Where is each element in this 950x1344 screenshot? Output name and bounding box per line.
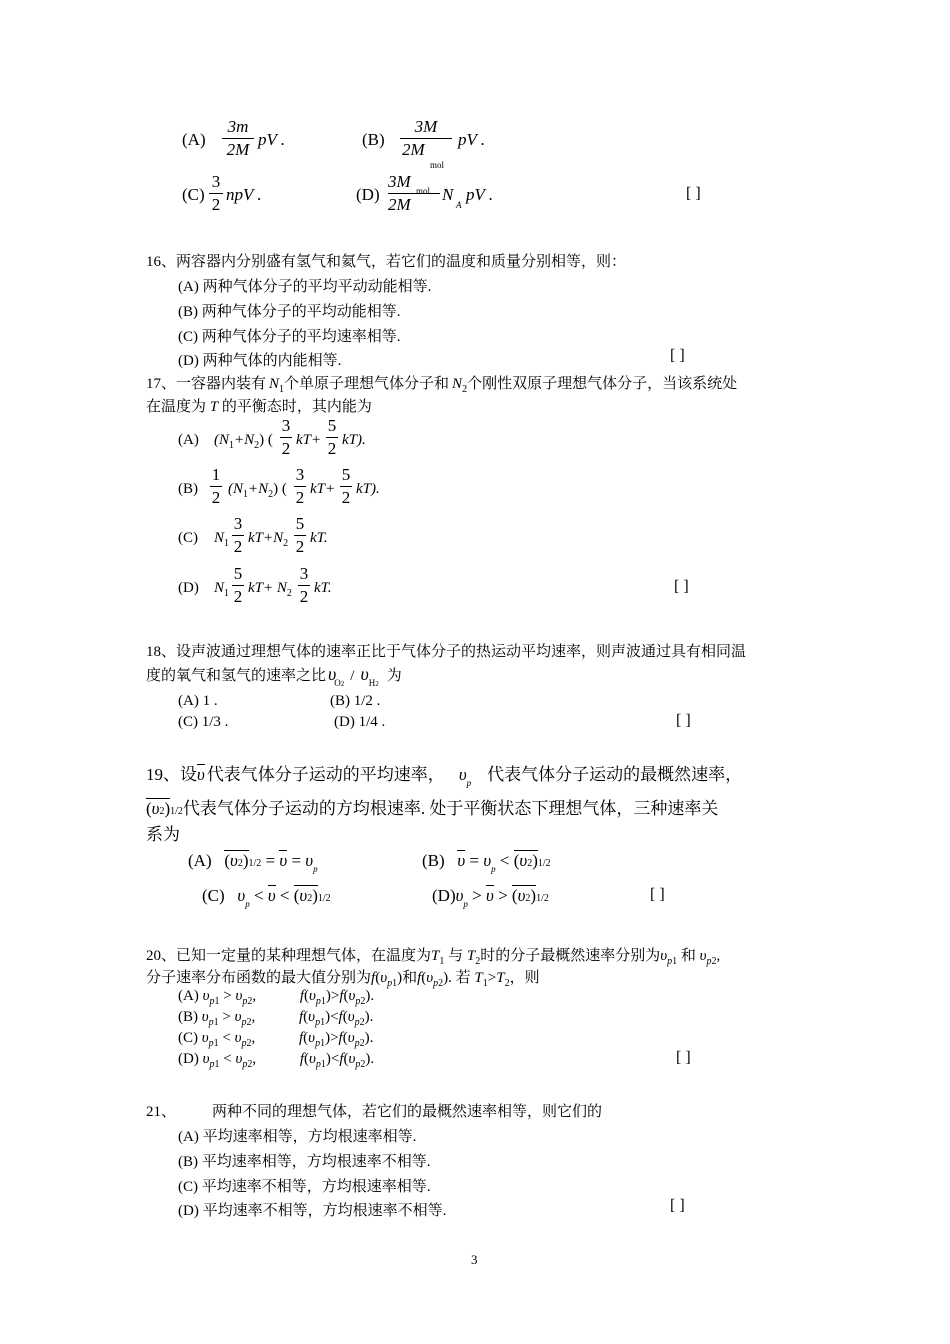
option-b: (B) $\upsilon = \upsilon_p < (\upsilon 2)1/2$ <box>422 851 551 874</box>
option-a: (A) $(\upsilon 2)1/2 = \upsilon = \upsilon_p$ <box>188 851 318 874</box>
answer-bracket[interactable]: [ ] <box>676 1049 691 1066</box>
option-a: (A) $\upsilon_{p1} > \upsilon_{p2}$, $f(\upsilon_{p1})>f(\upsilon_{p2})$. <box>178 988 375 1007</box>
question-stem: 18、设声波通过理想气体的速率正比于气体分子的热运动平均速率，则声波通过具有相同温 <box>146 644 747 660</box>
answer-bracket[interactable]: [ ] <box>670 1197 685 1214</box>
option-b: (B) $\upsilon_{p1} > \upsilon_{p2}$, $f(\upsilon_{p1})<f(\upsilon_{p2})$. <box>178 1009 374 1028</box>
question-number: 21、 <box>146 1104 177 1120</box>
option-c: (C) $\upsilon_{p1} < \upsilon_{p2}$, $f(\upsilon_{p1})>f(\upsilon_{p2})$. <box>178 1030 374 1049</box>
option-d: (D) 平均速率不相等，方均根速率不相等. <box>178 1203 447 1219</box>
question-stem-line2: 在温度为 T 的平衡态时，其内能为 <box>146 399 372 415</box>
answer-bracket[interactable]: [ ] <box>676 712 691 729</box>
fraction: 3 2 <box>209 172 223 215</box>
answer-bracket[interactable]: [ ] <box>650 886 665 903</box>
question-stem: 17、一容器内装有 $N_1$个单原子理想气体分子和 $N_2$个刚性双原子理想气体分子，当该系统处 <box>146 376 738 395</box>
option-a: (A) 平均速率相等，方均根速率相等. <box>178 1129 417 1145</box>
answer-bracket[interactable]: [ ] <box>674 578 689 595</box>
option-b: (B) 平均速率相等，方均根速率不相等. <box>178 1154 431 1170</box>
question-stem: 两种不同的理想气体，若它们的最概然速率相等，则它们的 <box>212 1104 603 1120</box>
option-a: (A) 1 . <box>178 693 218 709</box>
answer-bracket[interactable]: [ ] <box>686 185 701 202</box>
option-d: $(D)\upsilon_p > \upsilon > (\upsilon 2)1/2$ <box>432 886 549 909</box>
fraction: 3M 2M <box>388 172 440 215</box>
option-b: (B) 1/2 . <box>330 693 381 709</box>
fraction: 3M 2M <box>400 117 452 160</box>
option-d: (D) $\upsilon_{p1} < \upsilon_{p2}$, $f(\upsilon_{p1})<f(\upsilon_{p2})$. <box>178 1051 375 1070</box>
question-stem-line2: 分子速率分布函数的最大值分别为$f(\upsilon_{p1})$和$f(\upsilon_{p2})$. 若 $T_1>T_2$，则 <box>146 970 540 989</box>
question-stem-line2: (υ2)1/2代表气体分子运动的方均根速率. 处于平衡状态下理想气体，三种速率关 <box>146 799 719 818</box>
option-d: (D) 1/4 . <box>334 714 386 730</box>
question-stem: 20、已知一定量的某种理想气体，在温度为$T_1$ 与 $T_2$时的分子最概然速率分别为$\upsilon_{p1}$ 和 $\upsilon_{p2}$, <box>146 948 721 967</box>
option-b: (B) 两种气体分子的平均动能相等. <box>178 304 401 320</box>
question-stem: 19、设υ 代表气体分子运动的平均速率， $\upsilon_p$ 代表气体分子运动的最概然速率， <box>146 765 743 788</box>
option-c: (C) 两种气体分子的平均速率相等. <box>178 329 401 345</box>
option-c: (C) 1/3 . <box>178 714 229 730</box>
fraction: 3m 2M <box>222 117 254 160</box>
option-d: (D) 两种气体的内能相等. <box>178 353 342 369</box>
option-a: (A) 两种气体分子的平均平动动能相等. <box>178 279 432 295</box>
question-stem-line3: 系为 <box>146 825 180 844</box>
question-stem-line2: 度的氧气和氢气的速率之比 $\upsilon_{O2} / \upsilon_{H2}$ 为 <box>146 664 402 688</box>
option-c: (C) $\upsilon_p < \upsilon < (\upsilon 2)1/2$ <box>202 886 331 909</box>
answer-bracket[interactable]: [ ] <box>670 347 685 364</box>
page-number: 3 <box>471 1252 478 1267</box>
option-c: (C) 平均速率不相等，方均根速率相等. <box>178 1179 431 1195</box>
question-stem: 16、两容器内分别盛有氢气和氦气，若它们的温度和质量分别相等，则： <box>146 254 627 270</box>
